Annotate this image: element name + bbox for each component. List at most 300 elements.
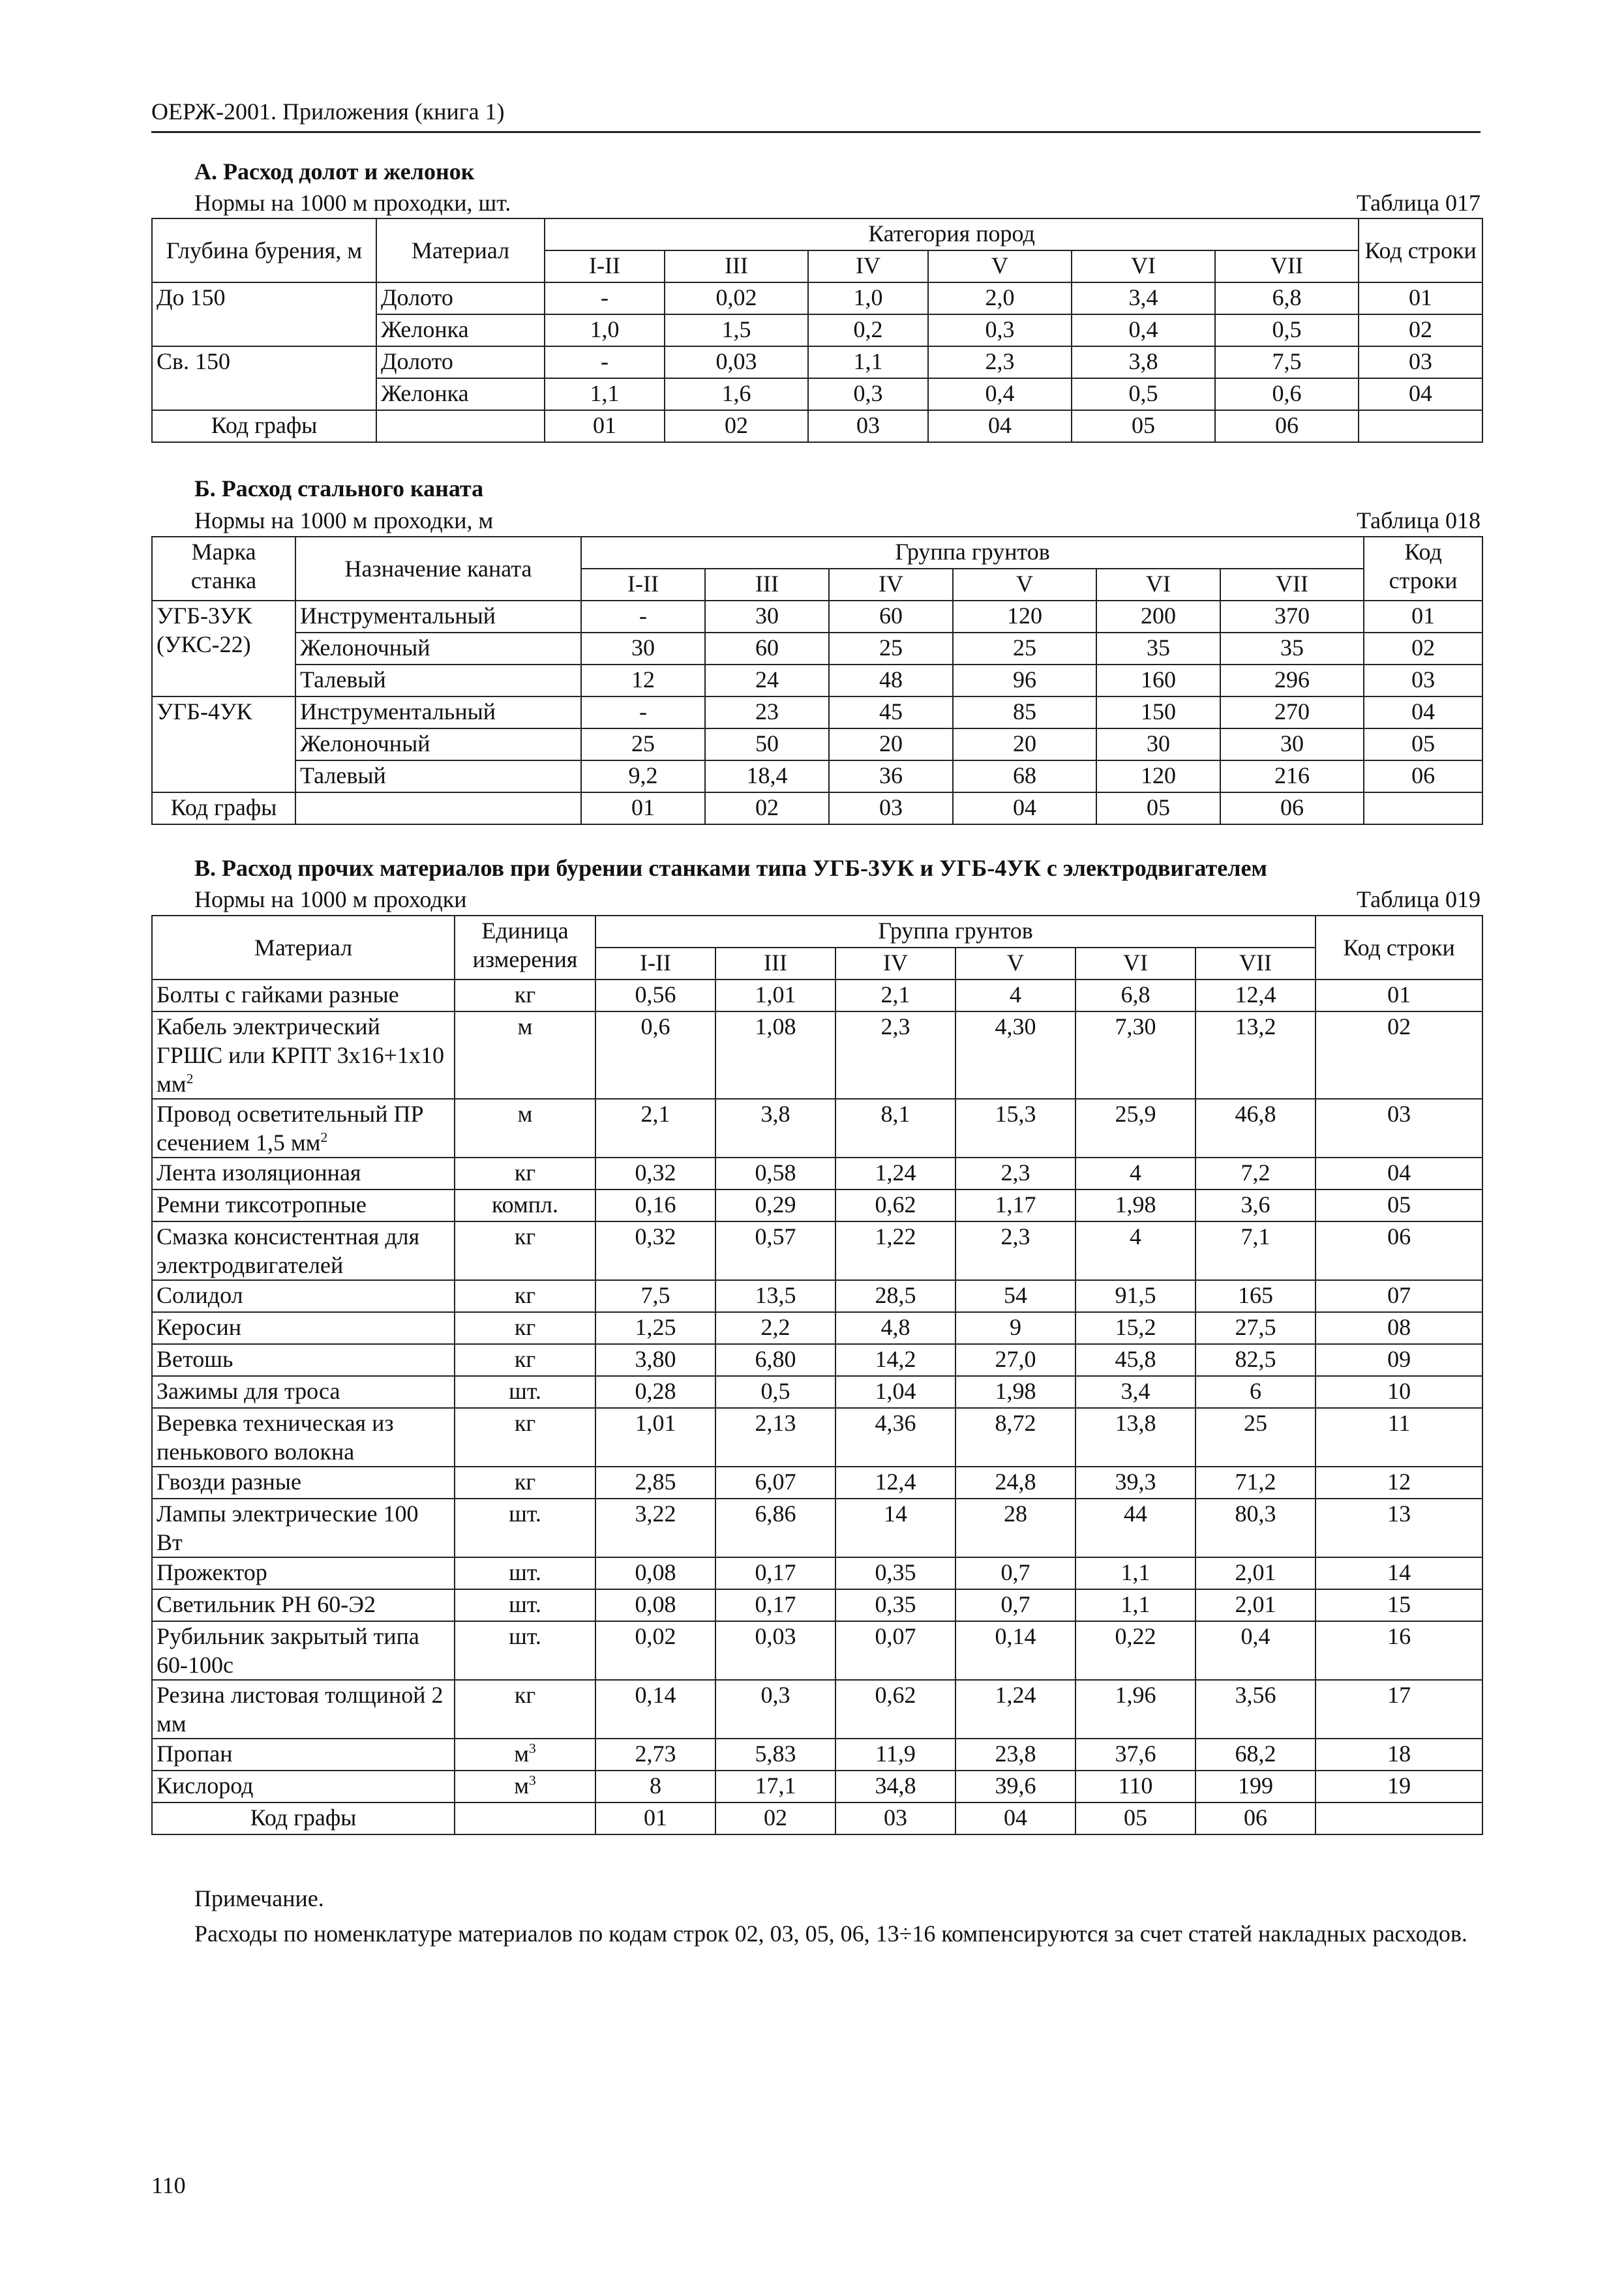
table-row (152, 696, 1482, 728)
value-cell: 45,8 (1075, 1344, 1195, 1376)
value-cell: 8,72 (955, 1408, 1075, 1467)
footer-code: 04 (928, 410, 1072, 442)
table-row (152, 1499, 1482, 1557)
value-cell: 2,1 (595, 1099, 715, 1158)
code-cell: 03 (1359, 346, 1482, 378)
value-cell: 0,6 (1215, 378, 1359, 410)
value-cell: 8 (595, 1771, 715, 1803)
table-row (152, 1680, 1482, 1739)
unit-cell: кг (455, 1467, 595, 1499)
value-cell: 0,2 (808, 314, 928, 346)
value-cell: 1,24 (955, 1680, 1075, 1739)
category-header: V (955, 948, 1075, 980)
value-cell: 30 (1220, 728, 1364, 760)
value-cell: 4,8 (835, 1312, 955, 1344)
footer-label: Код графы (152, 792, 295, 824)
value-cell: 60 (829, 601, 953, 633)
value-cell: 3,4 (1075, 1376, 1195, 1408)
footer-code: 01 (545, 410, 665, 442)
material-cell: Рубильник закрытый типа 60-100с (152, 1621, 455, 1680)
material-cell: Гвозди разные (152, 1467, 455, 1499)
value-cell: 39,6 (955, 1771, 1075, 1803)
material-cell: Керосин (152, 1312, 455, 1344)
value-cell: 12,4 (835, 1467, 955, 1499)
value-cell: 24 (705, 665, 829, 696)
value-cell: 30 (705, 601, 829, 633)
value-cell: 23 (705, 696, 829, 728)
value-cell: 165 (1195, 1280, 1316, 1312)
superscript: 3 (528, 1741, 536, 1756)
value-cell: 2,13 (715, 1408, 835, 1467)
value-cell: 46,8 (1195, 1099, 1316, 1158)
value-cell: 3,56 (1195, 1680, 1316, 1739)
footer-code: 02 (715, 1803, 835, 1834)
table-row (152, 1771, 1482, 1803)
note-text: Расходы по номенклатуре материалов по кодам строк 02, 03, 05, 06, 13÷16 компенсируются за счет статей накладных расходов. (194, 1921, 1467, 1947)
value-cell: 3,8 (715, 1099, 835, 1158)
footer-code: 05 (1072, 410, 1215, 442)
value-cell: 4,30 (955, 1011, 1075, 1099)
table-row (152, 1376, 1482, 1408)
t019-code-header: Код строки (1316, 916, 1482, 980)
page-header: ОЕРЖ-2001. Приложения (книга 1) (151, 98, 505, 125)
code-cell: 08 (1316, 1312, 1482, 1344)
t018-purpose-header: Назначение каната (295, 537, 581, 601)
value-cell: 0,32 (595, 1221, 715, 1280)
category-header: V (928, 250, 1072, 282)
code-cell: 18 (1316, 1739, 1482, 1771)
value-cell: 4 (1075, 1221, 1195, 1280)
value-cell: 85 (953, 696, 1096, 728)
t017-group-header: Категория пород (545, 218, 1359, 250)
unit-cell: кг (455, 1408, 595, 1467)
value-cell: 27,0 (955, 1344, 1075, 1376)
value-cell: 3,4 (1072, 282, 1215, 314)
category-header: III (705, 569, 829, 601)
value-cell: 3,22 (595, 1499, 715, 1557)
t017-depth-header: Глубина бурения, м (152, 218, 376, 282)
value-cell: 0,35 (835, 1557, 955, 1589)
code-cell: 04 (1359, 378, 1482, 410)
table-row (152, 1158, 1482, 1189)
value-cell: 216 (1220, 760, 1364, 792)
value-cell: 0,17 (715, 1589, 835, 1621)
cell-text: м (514, 1741, 529, 1767)
footer-code: 04 (953, 792, 1096, 824)
value-cell: 0,17 (715, 1557, 835, 1589)
value-cell: 0,02 (595, 1621, 715, 1680)
value-cell: 4 (1075, 1158, 1195, 1189)
code-cell: 16 (1316, 1621, 1482, 1680)
code-cell: 01 (1364, 601, 1482, 633)
table-row (152, 282, 1482, 314)
table-row (152, 601, 1482, 633)
value-cell: 12 (581, 665, 705, 696)
value-cell: 0,22 (1075, 1621, 1195, 1680)
value-cell: 48 (829, 665, 953, 696)
material-cell: Желонка (376, 314, 545, 346)
brand-line: УГБ-4УК (157, 698, 252, 725)
footer-empty (1359, 410, 1482, 442)
value-cell: 2,85 (595, 1467, 715, 1499)
value-cell: 0,08 (595, 1557, 715, 1589)
value-cell: 7,2 (1195, 1158, 1316, 1189)
unit-cell: шт. (455, 1499, 595, 1557)
material-cell: Ремни тиксотропные (152, 1189, 455, 1221)
brand-cell (152, 696, 295, 792)
code-cell: 01 (1316, 980, 1482, 1011)
table019-number: Таблица 019 (1357, 886, 1481, 912)
value-cell: 2,2 (715, 1312, 835, 1344)
footer-row (152, 1803, 1482, 1834)
value-cell: 0,28 (595, 1376, 715, 1408)
value-cell: 7,1 (1195, 1221, 1316, 1280)
superscript: 2 (186, 1071, 194, 1086)
table018 (151, 536, 1483, 825)
footer-label: Код графы (152, 1803, 455, 1834)
material-cell (152, 1011, 455, 1099)
brand-cell (152, 601, 295, 696)
table-row (152, 1189, 1482, 1221)
material-cell: Веревка техническая из пенькового волокна (152, 1408, 455, 1467)
code-cell: 09 (1316, 1344, 1482, 1376)
value-cell: 28,5 (835, 1280, 955, 1312)
value-cell: 0,58 (715, 1158, 835, 1189)
value-cell: 0,35 (835, 1589, 955, 1621)
value-cell: 1,1 (545, 378, 665, 410)
value-cell: 82,5 (1195, 1344, 1316, 1376)
material-cell: Лампы электрические 100 Вт (152, 1499, 455, 1557)
table019 (151, 915, 1483, 1835)
value-cell: 0,7 (955, 1557, 1075, 1589)
value-cell: 44 (1075, 1499, 1195, 1557)
footer-code: 03 (808, 410, 928, 442)
value-cell: 91,5 (1075, 1280, 1195, 1312)
superscript: 2 (320, 1130, 328, 1145)
value-cell: - (581, 601, 705, 633)
value-cell: 0,3 (715, 1680, 835, 1739)
value-cell: 54 (955, 1280, 1075, 1312)
material-cell: Лента изоляционная (152, 1158, 455, 1189)
value-cell: 30 (581, 633, 705, 665)
value-cell: 2,3 (955, 1221, 1075, 1280)
value-cell: 20 (953, 728, 1096, 760)
material-cell: Долото (376, 346, 545, 378)
footer-code: 06 (1220, 792, 1364, 824)
value-cell: 9,2 (581, 760, 705, 792)
value-cell: 13,2 (1195, 1011, 1316, 1099)
value-cell: 0,14 (955, 1621, 1075, 1680)
value-cell: 28 (955, 1499, 1075, 1557)
value-cell: 15,2 (1075, 1312, 1195, 1344)
depth-cell: До 150 (152, 282, 376, 346)
material-cell (152, 1099, 455, 1158)
value-cell: 0,03 (715, 1621, 835, 1680)
material-cell: Кислород (152, 1771, 455, 1803)
value-cell: 0,07 (835, 1621, 955, 1680)
unit-cell: шт. (455, 1621, 595, 1680)
material-cell: Зажимы для троса (152, 1376, 455, 1408)
value-cell: 71,2 (1195, 1467, 1316, 1499)
category-header: VI (1072, 250, 1215, 282)
code-cell: 07 (1316, 1280, 1482, 1312)
value-cell: - (545, 282, 665, 314)
table-row (152, 1408, 1482, 1467)
value-cell: 1,22 (835, 1221, 955, 1280)
code-cell: 02 (1364, 633, 1482, 665)
purpose-cell: Талевый (295, 760, 581, 792)
value-cell: 6,8 (1075, 980, 1195, 1011)
material-cell: Прожектор (152, 1557, 455, 1589)
code-cell: 02 (1359, 314, 1482, 346)
unit-cell: м (455, 1011, 595, 1099)
table-row (152, 346, 1482, 378)
t018-group-header: Группа грунтов (581, 537, 1364, 569)
value-cell: 2,01 (1195, 1589, 1316, 1621)
code-cell: 04 (1364, 696, 1482, 728)
value-cell: 2,73 (595, 1739, 715, 1771)
value-cell: 24,8 (955, 1467, 1075, 1499)
value-cell: 8,1 (835, 1099, 955, 1158)
value-cell: 34,8 (835, 1771, 955, 1803)
value-cell: 6,86 (715, 1499, 835, 1557)
value-cell: 2,3 (955, 1158, 1075, 1189)
table-row (152, 1344, 1482, 1376)
category-header: I-II (581, 569, 705, 601)
value-cell: 0,3 (808, 378, 928, 410)
footer-code: 02 (705, 792, 829, 824)
table-row (152, 1467, 1482, 1499)
table-row (152, 1739, 1482, 1771)
table019-title: В. Расход прочих материалов при бурении станками типа УГБ-3УК и УГБ-4УК с электродвигателем (194, 855, 1267, 881)
table-row (152, 1011, 1482, 1099)
value-cell: 2,3 (835, 1011, 955, 1099)
table-row (152, 1221, 1482, 1280)
value-cell: 25 (1195, 1408, 1316, 1467)
value-cell: 11,9 (835, 1739, 955, 1771)
value-cell: 80,3 (1195, 1499, 1316, 1557)
code-cell: 06 (1316, 1221, 1482, 1280)
value-cell: 1,01 (715, 980, 835, 1011)
category-header: VII (1220, 569, 1364, 601)
purpose-cell: Талевый (295, 665, 581, 696)
value-cell: 36 (829, 760, 953, 792)
category-header: VI (1075, 948, 1195, 980)
value-cell: 39,3 (1075, 1467, 1195, 1499)
value-cell: 270 (1220, 696, 1364, 728)
value-cell: 6,8 (1215, 282, 1359, 314)
table017-norms: Нормы на 1000 м проходки, шт. (194, 190, 511, 216)
category-header: VII (1215, 250, 1359, 282)
table018-title: Б. Расход стального каната (194, 475, 484, 501)
footer-row (152, 410, 1482, 442)
material-cell: Светильник РН 60-Э2 (152, 1589, 455, 1621)
footer-code: 01 (595, 1803, 715, 1834)
code-cell: 12 (1316, 1467, 1482, 1499)
value-cell: 1,98 (1075, 1189, 1195, 1221)
value-cell: 0,7 (955, 1589, 1075, 1621)
value-cell: 110 (1075, 1771, 1195, 1803)
value-cell: 0,3 (928, 314, 1072, 346)
value-cell: 200 (1096, 601, 1220, 633)
purpose-cell: Желоночный (295, 728, 581, 760)
value-cell: 20 (829, 728, 953, 760)
table-row (152, 1280, 1482, 1312)
value-cell: 370 (1220, 601, 1364, 633)
footer-empty (1364, 792, 1482, 824)
footer-empty (295, 792, 581, 824)
material-cell: Желонка (376, 378, 545, 410)
t019-group-header: Группа грунтов (595, 916, 1316, 948)
table-row (152, 728, 1482, 760)
value-cell: 1,5 (665, 314, 808, 346)
page-number: 110 (151, 2172, 186, 2198)
value-cell: 1,98 (955, 1376, 1075, 1408)
value-cell: 1,0 (808, 282, 928, 314)
value-cell: 0,29 (715, 1189, 835, 1221)
value-cell: 0,4 (1195, 1621, 1316, 1680)
value-cell: 1,25 (595, 1312, 715, 1344)
value-cell: 1,04 (835, 1376, 955, 1408)
footer-empty (1316, 1803, 1482, 1834)
value-cell: 0,6 (595, 1011, 715, 1099)
category-header: IV (835, 948, 955, 980)
cell-text: м (514, 1773, 529, 1799)
table-row (152, 760, 1482, 792)
value-cell: 120 (953, 601, 1096, 633)
footer-code: 03 (829, 792, 953, 824)
category-header: V (953, 569, 1096, 601)
unit-cell: кг (455, 1344, 595, 1376)
purpose-cell: Желоночный (295, 633, 581, 665)
footer-empty (376, 410, 545, 442)
unit-cell: кг (455, 1312, 595, 1344)
value-cell: - (581, 696, 705, 728)
code-cell: 02 (1316, 1011, 1482, 1099)
value-cell: 2,01 (1195, 1557, 1316, 1589)
code-cell: 17 (1316, 1680, 1482, 1739)
code-cell: 14 (1316, 1557, 1482, 1589)
value-cell: 0,56 (595, 980, 715, 1011)
unit-cell: кг (455, 1680, 595, 1739)
value-cell: 14 (835, 1499, 955, 1557)
footer-row (152, 792, 1482, 824)
purpose-cell: Инструментальный (295, 696, 581, 728)
value-cell: 2,0 (928, 282, 1072, 314)
value-cell: 17,1 (715, 1771, 835, 1803)
purpose-cell: Инструментальный (295, 601, 581, 633)
brand-line: УГБ-3УК (157, 603, 252, 629)
table-row (152, 980, 1482, 1011)
table-row (152, 1589, 1482, 1621)
value-cell: 6 (1195, 1376, 1316, 1408)
value-cell: 4 (955, 980, 1075, 1011)
value-cell: 68 (953, 760, 1096, 792)
value-cell: 150 (1096, 696, 1220, 728)
value-cell: 0,16 (595, 1189, 715, 1221)
category-header: III (715, 948, 835, 980)
value-cell: 1,0 (545, 314, 665, 346)
table018-norms: Нормы на 1000 м проходки, м (194, 507, 494, 533)
footer-code: 02 (665, 410, 808, 442)
category-header: III (665, 250, 808, 282)
cell-text: Кабель электрический ГРШС или КРПТ 3х16+1х10 мм (157, 1013, 444, 1097)
value-cell: 35 (1220, 633, 1364, 665)
unit-cell: шт. (455, 1376, 595, 1408)
value-cell: 25 (581, 728, 705, 760)
value-cell: 1,01 (595, 1408, 715, 1467)
value-cell: 160 (1096, 665, 1220, 696)
material-cell: Солидол (152, 1280, 455, 1312)
value-cell: 3,6 (1195, 1189, 1316, 1221)
value-cell: 296 (1220, 665, 1364, 696)
value-cell: 18,4 (705, 760, 829, 792)
value-cell: 25,9 (1075, 1099, 1195, 1158)
value-cell: 25 (953, 633, 1096, 665)
footer-code: 06 (1195, 1803, 1316, 1834)
code-cell: 11 (1316, 1408, 1482, 1467)
value-cell: 96 (953, 665, 1096, 696)
value-cell: 1,24 (835, 1158, 955, 1189)
value-cell: 4,36 (835, 1408, 955, 1467)
footer-code: 05 (1075, 1803, 1195, 1834)
category-header: VII (1195, 948, 1316, 980)
value-cell: 3,8 (1072, 346, 1215, 378)
value-cell: 2,3 (928, 346, 1072, 378)
value-cell: 13,8 (1075, 1408, 1195, 1467)
unit-cell (455, 1739, 595, 1771)
table-row (152, 633, 1482, 665)
value-cell: 0,4 (1072, 314, 1215, 346)
code-cell: 03 (1364, 665, 1482, 696)
superscript: 3 (528, 1773, 536, 1788)
material-cell: Резина листовая толщиной 2 мм (152, 1680, 455, 1739)
t019-material-header: Материал (152, 916, 455, 980)
category-header: VI (1096, 569, 1220, 601)
value-cell: 37,6 (1075, 1739, 1195, 1771)
value-cell: 1,17 (955, 1189, 1075, 1221)
material-cell: Долото (376, 282, 545, 314)
table-row (152, 1621, 1482, 1680)
value-cell: 0,14 (595, 1680, 715, 1739)
code-cell: 15 (1316, 1589, 1482, 1621)
value-cell: 1,1 (1075, 1589, 1195, 1621)
depth-cell: Св. 150 (152, 346, 376, 410)
value-cell: 13,5 (715, 1280, 835, 1312)
value-cell: 0,4 (928, 378, 1072, 410)
value-cell: 0,5 (1072, 378, 1215, 410)
value-cell: 1,96 (1075, 1680, 1195, 1739)
value-cell: 12,4 (1195, 980, 1316, 1011)
material-cell: Ветошь (152, 1344, 455, 1376)
table-row (152, 665, 1482, 696)
value-cell: 14,2 (835, 1344, 955, 1376)
unit-cell (455, 1771, 595, 1803)
table017 (151, 218, 1483, 443)
category-header: I-II (545, 250, 665, 282)
brand-line: (УКС-22) (157, 631, 251, 657)
value-cell: 0,5 (715, 1376, 835, 1408)
value-cell: 30 (1096, 728, 1220, 760)
unit-cell: кг (455, 980, 595, 1011)
footer-code: 04 (955, 1803, 1075, 1834)
value-cell: 7,30 (1075, 1011, 1195, 1099)
category-header: IV (829, 569, 953, 601)
value-cell: 1,08 (715, 1011, 835, 1099)
footer-label: Код графы (152, 410, 376, 442)
t017-material-header: Материал (376, 218, 545, 282)
code-cell: 06 (1364, 760, 1482, 792)
